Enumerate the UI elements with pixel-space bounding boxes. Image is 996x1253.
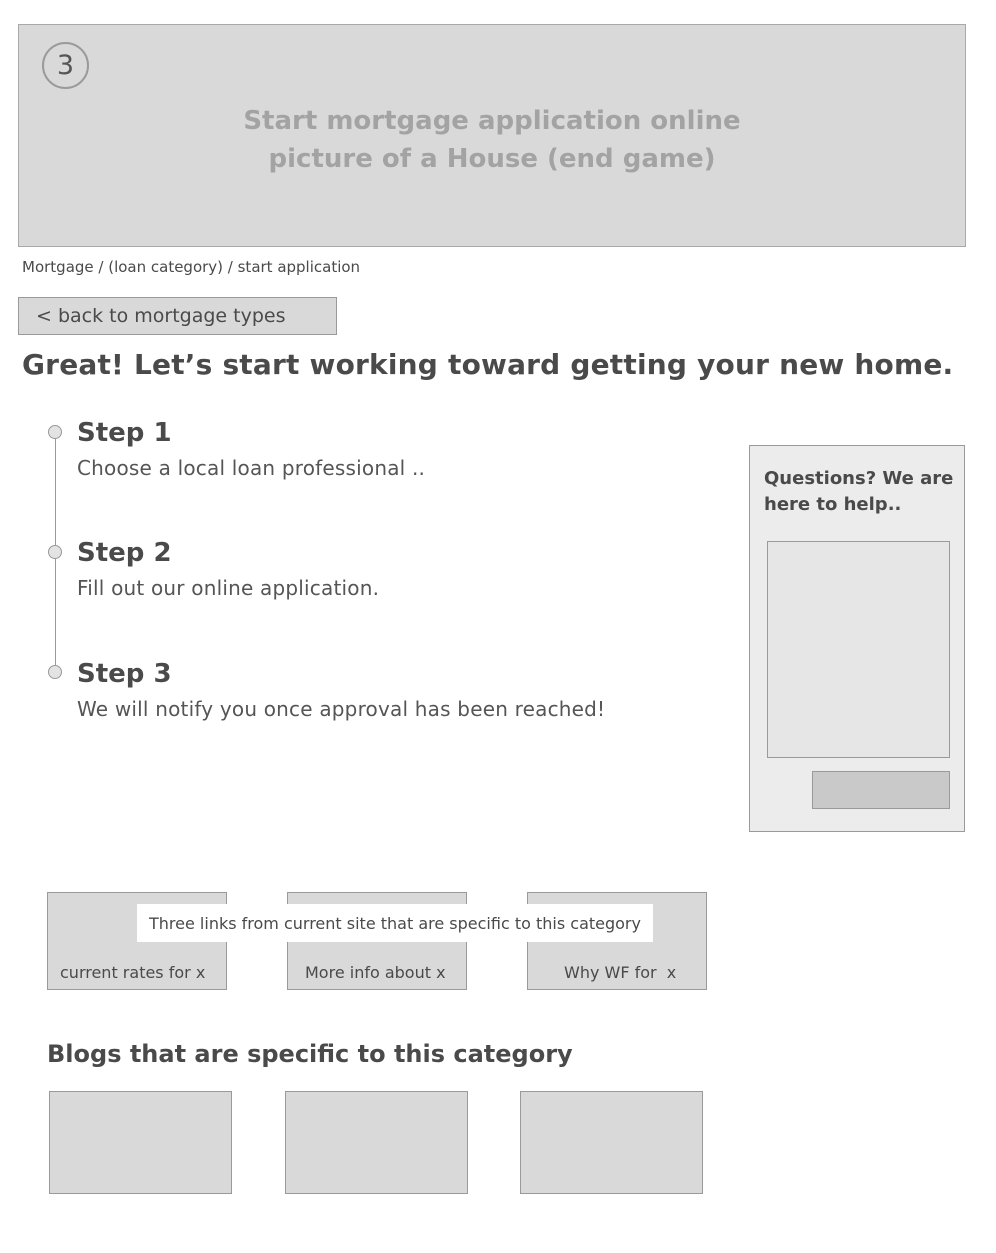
help-panel-text: Questions? We are here to help.. [764, 468, 954, 515]
timeline-dot-step-2 [48, 545, 62, 559]
step-2-title: Step 2 [77, 538, 172, 568]
page-title: Great! Let’s start working toward getting your new home. [22, 348, 954, 381]
breadcrumb: Mortgage / (loan category) / start application [22, 258, 361, 276]
hero-title: Start mortgage application online [243, 106, 741, 136]
timeline-dot-step-3 [48, 665, 62, 679]
blog-card[interactable] [285, 1091, 468, 1194]
link-more-info-label: More info about x [305, 963, 446, 982]
timeline-dot-step-1 [48, 425, 62, 439]
back-to-mortgage-types-button[interactable]: < back to mortgage types [18, 297, 337, 335]
hero-subtitle: picture of a House (end game) [268, 144, 716, 174]
step-1-description: Choose a local loan professional .. [77, 456, 426, 480]
blog-card[interactable] [520, 1091, 703, 1194]
help-message-area[interactable] [767, 541, 950, 758]
step-number-badge: 3 [42, 42, 89, 89]
step-2-description: Fill out our online application. [77, 576, 380, 600]
links-annotation: Three links from current site that are specific to this category [137, 904, 653, 942]
blog-card[interactable] [49, 1091, 232, 1194]
hero-text [18, 102, 966, 178]
help-submit-button[interactable] [812, 771, 950, 809]
step-3-description: We will notify you once approval has been reached! [77, 697, 606, 721]
link-current-rates-label: current rates for x [60, 963, 206, 982]
step-3-title: Step 3 [77, 659, 172, 689]
blogs-heading: Blogs that are specific to this category [47, 1040, 573, 1068]
step-1-title: Step 1 [77, 418, 172, 448]
link-why-wf-label: Why WF for x [564, 963, 677, 982]
